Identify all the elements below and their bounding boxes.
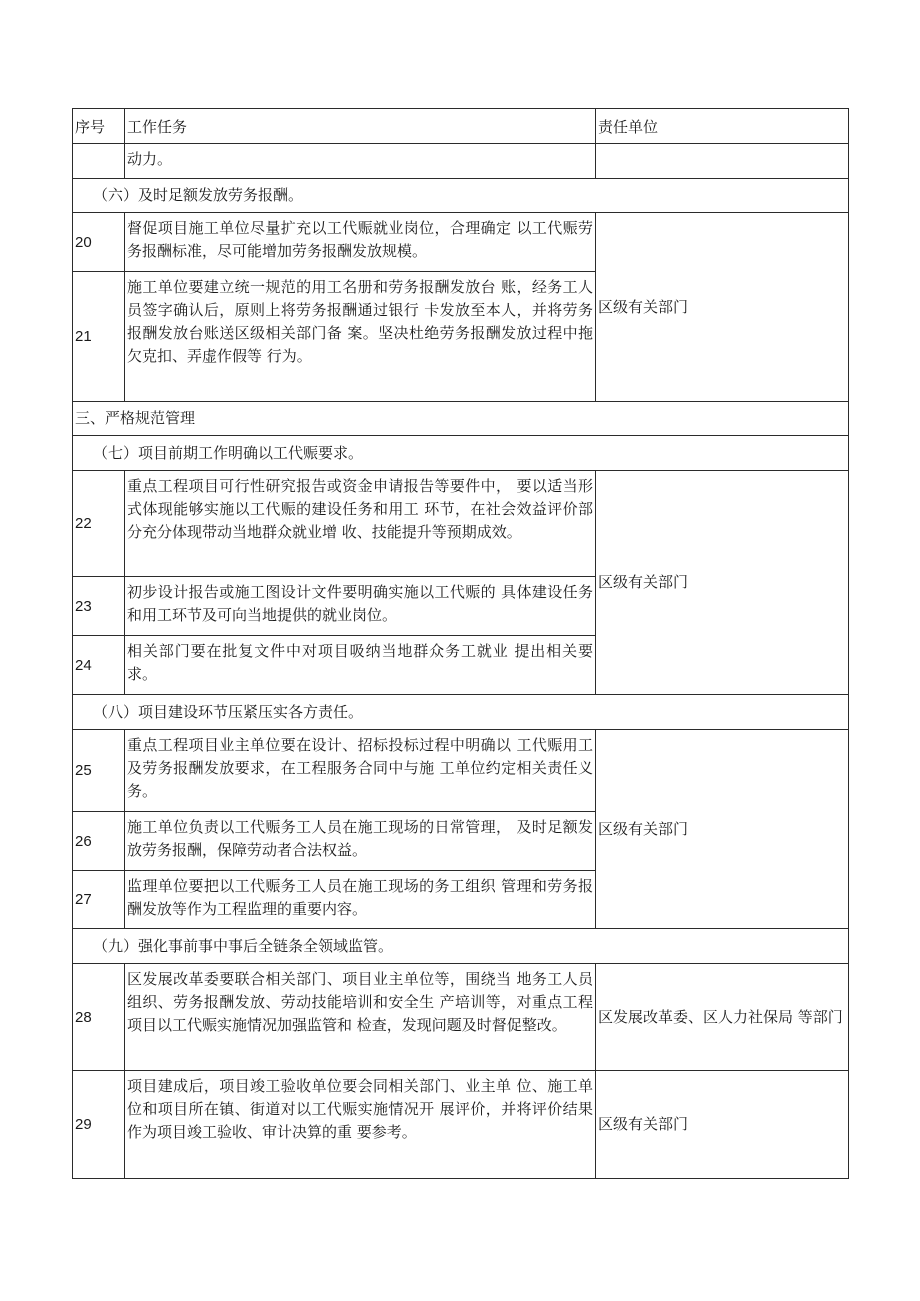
task-cell: 动力。 bbox=[125, 144, 596, 179]
table-row bbox=[73, 144, 849, 179]
section-row bbox=[73, 436, 849, 471]
row-number: 25 bbox=[73, 730, 125, 812]
row-number: 21 bbox=[73, 272, 125, 402]
row-number: 20 bbox=[73, 213, 125, 272]
task-cell: 重点工程项目可行性研究报告或资金申请报告等要件中， 要以适当形式体现能够实施以工代赈的建设任务和用工 环节，在社会效益评价部分充分体现带动当地群众就业增 收、技能提升等预期成效。 bbox=[125, 471, 596, 577]
responsible-unit: 区级有关部门 bbox=[596, 1071, 849, 1179]
row-number: 28 bbox=[73, 964, 125, 1071]
row-number: 24 bbox=[73, 636, 125, 695]
task-cell: 相关部门要在批复文件中对项目吸纳当地群众务工就业 提出相关要求。 bbox=[125, 636, 596, 695]
section-row bbox=[73, 929, 849, 964]
section-heading-8: （八）项目建设环节压紧压实各方责任。 bbox=[73, 695, 849, 730]
task-cell: 督促项目施工单位尽量扩充以工代赈就业岗位，合理确定 以工代赈劳务报酬标准，尽可能增加劳务报酬发放规模。 bbox=[125, 213, 596, 272]
row-number: 29 bbox=[73, 1071, 125, 1179]
section-row bbox=[73, 695, 849, 730]
task-cell: 重点工程项目业主单位要在设计、招标投标过程中明确以 工代赈用工及劳务报酬发放要求，在工程服务合同中与施 工单位约定相关责任义务。 bbox=[125, 730, 596, 812]
header-task: 工作任务 bbox=[125, 109, 596, 144]
task-cell: 区发展改革委要联合相关部门、项目业主单位等，围绕当 地务工人员组织、劳务报酬发放、劳动技能培训和安全生 产培训等，对重点工程项目以工代赈实施情况加强监管和 检查，发现问题及时督促整改。 bbox=[125, 964, 596, 1071]
table-row bbox=[73, 964, 849, 1071]
row-number: 27 bbox=[73, 871, 125, 929]
row-number-cell bbox=[73, 144, 125, 179]
task-cell: 监理单位要把以工代赈务工人员在施工现场的务工组织 管理和劳务报酬发放等作为工程监理的重要内容。 bbox=[125, 871, 596, 929]
section-heading-3: 三、严格规范管理 bbox=[73, 402, 849, 436]
table-header-row bbox=[73, 109, 849, 144]
table-row bbox=[73, 1071, 849, 1179]
section-row bbox=[73, 402, 849, 436]
section-heading-9: （九）强化事前事中事后全链条全领域监管。 bbox=[73, 929, 849, 964]
table-row bbox=[73, 213, 849, 272]
task-cell: 初步设计报告或施工图设计文件要明确实施以工代赈的 具体建设任务和用工环节及可向当地提供的就业岗位。 bbox=[125, 577, 596, 636]
task-cell: 项目建成后，项目竣工验收单位要会同相关部门、业主单 位、施工单位和项目所在镇、街道对以工代赈实施情况开 展评价，并将评价结果作为项目竣工验收、审计决算的重 要参考。 bbox=[125, 1071, 596, 1179]
section-row bbox=[73, 179, 849, 213]
table-row bbox=[73, 730, 849, 812]
responsible-unit: 区级有关部门 bbox=[596, 730, 849, 929]
task-table bbox=[72, 108, 849, 1179]
header-unit: 责任单位 bbox=[596, 109, 849, 144]
responsible-unit: 区级有关部门 bbox=[596, 471, 849, 695]
unit-cell bbox=[596, 144, 849, 179]
task-cell: 施工单位要建立统一规范的用工名册和劳务报酬发放台 账，经务工人员签字确认后，原则上将劳务报酬通过银行 卡发放至本人，并将劳务报酬发放台账送区级相关部门备 案。坚决杜绝劳务报酬发放过程中拖欠克扣、弄虚作假等 行为。 bbox=[125, 272, 596, 402]
responsible-unit: 区级有关部门 bbox=[596, 213, 849, 402]
responsible-unit: 区发展改革委、区人力社保局 等部门 bbox=[596, 964, 849, 1071]
row-number: 22 bbox=[73, 471, 125, 577]
task-cell: 施工单位负责以工代赈务工人员在施工现场的日常管理， 及时足额发放劳务报酬，保障劳动者合法权益。 bbox=[125, 812, 596, 871]
header-no: 序号 bbox=[73, 109, 125, 144]
section-heading-7: （七）项目前期工作明确以工代赈要求。 bbox=[73, 436, 849, 471]
table-row bbox=[73, 471, 849, 577]
row-number: 26 bbox=[73, 812, 125, 871]
row-number: 23 bbox=[73, 577, 125, 636]
section-heading-6: （六）及时足额发放劳务报酬。 bbox=[73, 179, 849, 213]
